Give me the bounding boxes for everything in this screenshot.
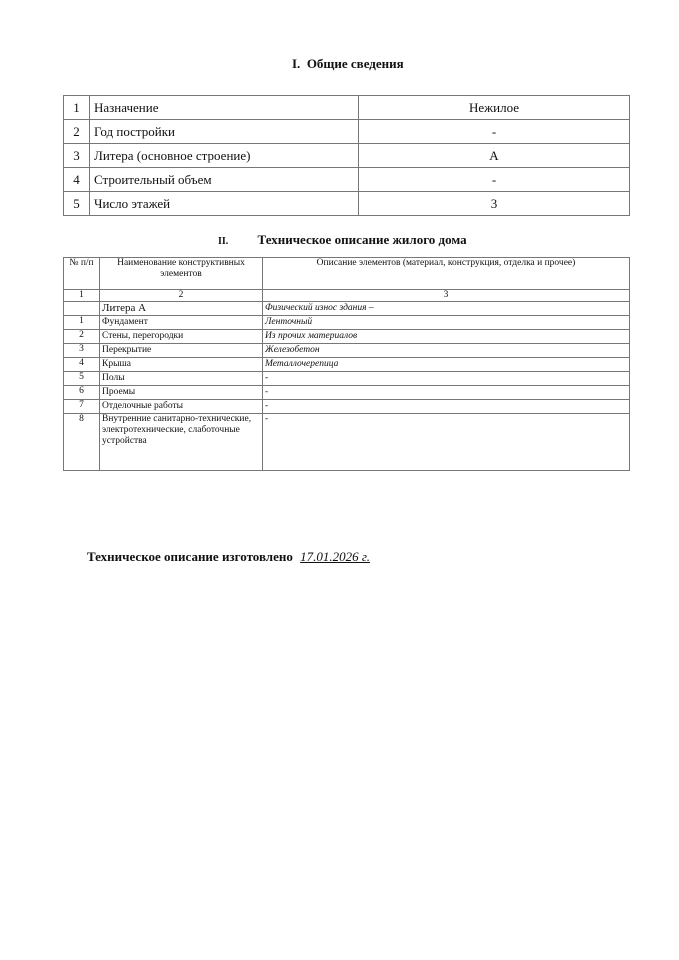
row-value: А bbox=[359, 144, 630, 168]
table-row bbox=[64, 168, 630, 192]
technical-description-table bbox=[63, 257, 630, 471]
table-row bbox=[64, 358, 630, 372]
footer-line bbox=[87, 549, 370, 565]
element-name: Отделочные работы bbox=[100, 400, 263, 414]
element-description: - bbox=[263, 372, 630, 386]
element-description: Металлочерепица bbox=[263, 358, 630, 372]
section1-number: I. bbox=[292, 56, 301, 71]
row-label: Литера (основное строение) bbox=[90, 144, 359, 168]
element-description: - bbox=[263, 400, 630, 414]
element-name: Перекрытие bbox=[100, 344, 263, 358]
row-number: 8 bbox=[64, 414, 100, 471]
table-row bbox=[64, 344, 630, 358]
table-row bbox=[64, 372, 630, 386]
row-value: - bbox=[359, 168, 630, 192]
section2-heading bbox=[218, 232, 467, 248]
row-number: 2 bbox=[64, 120, 90, 144]
table-row bbox=[64, 120, 630, 144]
section2-title: Техническое описание жилого дома bbox=[257, 232, 467, 247]
col-number: 1 bbox=[64, 290, 100, 302]
row-number: 4 bbox=[64, 168, 90, 192]
row-label: Назначение bbox=[90, 96, 359, 120]
element-name: Проемы bbox=[100, 386, 263, 400]
row-value: 3 bbox=[359, 192, 630, 216]
element-name: Полы bbox=[100, 372, 263, 386]
watermark-logo bbox=[400, 805, 416, 870]
header-row bbox=[64, 258, 630, 290]
element-description: - bbox=[263, 386, 630, 400]
header-number: № п/п bbox=[64, 258, 100, 290]
section1-heading bbox=[292, 56, 404, 72]
row-number: 5 bbox=[64, 372, 100, 386]
table-row bbox=[64, 414, 630, 471]
row-number bbox=[64, 302, 100, 316]
element-name: Крыша bbox=[100, 358, 263, 372]
row-number: 6 bbox=[64, 386, 100, 400]
row-number: 2 bbox=[64, 330, 100, 344]
element-name: Внутренние санитарно-технические, электротехнические, слаботочные устройства bbox=[100, 414, 263, 471]
column-number-row bbox=[64, 290, 630, 302]
row-value: Нежилое bbox=[359, 96, 630, 120]
element-description: Ленточный bbox=[263, 316, 630, 330]
row-label: Строительный объем bbox=[90, 168, 359, 192]
row-number: 7 bbox=[64, 400, 100, 414]
table-row bbox=[64, 386, 630, 400]
table-row bbox=[64, 144, 630, 168]
row-value: - bbox=[359, 120, 630, 144]
element-name: Стены, перегородки bbox=[100, 330, 263, 344]
row-number: 5 bbox=[64, 192, 90, 216]
element-name: Литера А bbox=[100, 302, 263, 316]
element-name: Фундамент bbox=[100, 316, 263, 330]
element-description: Железобетон bbox=[263, 344, 630, 358]
general-info-table bbox=[63, 95, 630, 216]
footer-date: 17.01.2026 г. bbox=[300, 549, 371, 564]
row-label: Число этажей bbox=[90, 192, 359, 216]
row-number: 3 bbox=[64, 144, 90, 168]
col-number: 2 bbox=[100, 290, 263, 302]
table-row bbox=[64, 96, 630, 120]
table-row bbox=[64, 330, 630, 344]
footer-label: Техническое описание изготовлено bbox=[87, 549, 293, 564]
header-description: Описание элементов (материал, конструкция, отделка и прочее) bbox=[263, 258, 630, 290]
table-row bbox=[64, 316, 630, 330]
row-number: 1 bbox=[64, 316, 100, 330]
row-number: 1 bbox=[64, 96, 90, 120]
element-description: Из прочих материалов bbox=[263, 330, 630, 344]
element-description: - bbox=[263, 414, 630, 471]
table-row bbox=[64, 400, 630, 414]
section1-title: Общие сведения bbox=[306, 56, 404, 71]
header-name: Наименование конструктивных элементов bbox=[100, 258, 263, 290]
section2-number: II. bbox=[218, 236, 229, 247]
table-row bbox=[64, 192, 630, 216]
element-description: Физический износ здания – bbox=[263, 302, 630, 316]
row-number: 3 bbox=[64, 344, 100, 358]
row-number: 4 bbox=[64, 358, 100, 372]
table-row bbox=[64, 302, 630, 316]
row-label: Год постройки bbox=[90, 120, 359, 144]
col-number: 3 bbox=[263, 290, 630, 302]
